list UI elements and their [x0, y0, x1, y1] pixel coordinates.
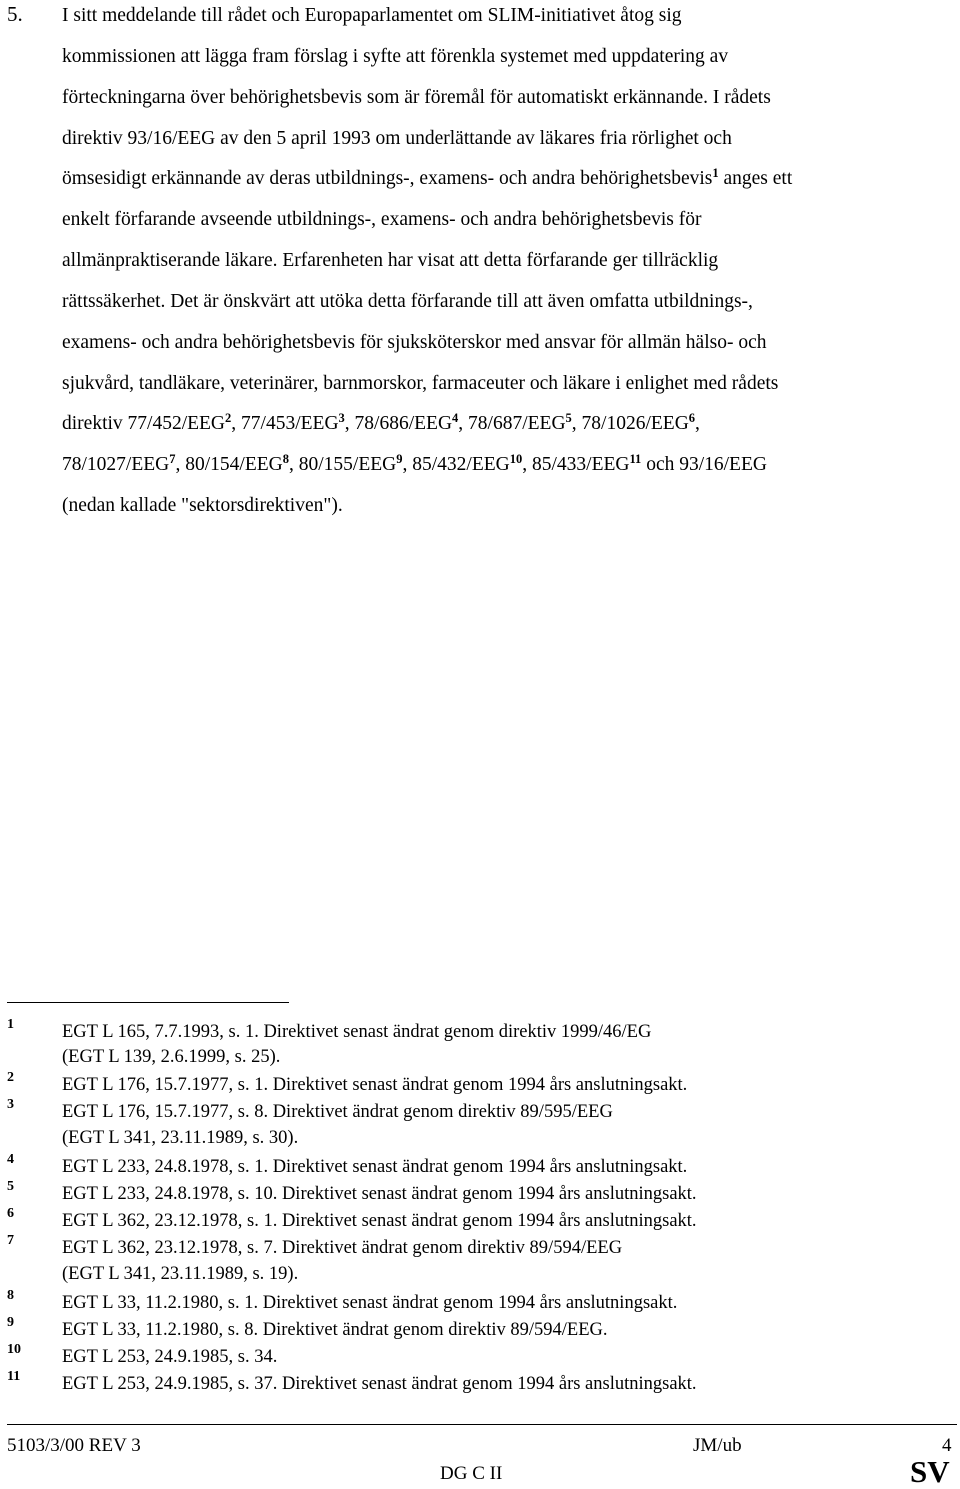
footer-language: SV: [910, 1454, 950, 1489]
text-segment: och 93/16/EEG: [641, 454, 767, 475]
text-segment: rättssäkerhet. Det är önskvärt att utöka detta förfarande till att även omfatta utbildnings-,: [62, 291, 753, 312]
footnote-reference: 2: [225, 411, 232, 425]
footnote-reference: 11: [629, 452, 642, 466]
text-segment: , 85/433/EEG: [522, 454, 630, 475]
paragraph-line: [62, 329, 767, 357]
text-segment: allmänpraktiserande läkare. Erfarenheten har visat att detta förfarande ger tillräcklig: [62, 250, 719, 271]
paragraph-line: [62, 492, 343, 520]
paragraph-line: [62, 451, 767, 479]
footer-doc-ref: 5103/3/00 REV 3: [7, 1435, 141, 1456]
paragraph-line: [62, 370, 778, 398]
footnote-text: EGT L 176, 15.7.1977, s. 8. Direktivet ändrat genom direktiv 89/595/EEG: [62, 1102, 613, 1122]
footnote-number: 7: [7, 1233, 14, 1248]
footnote-reference: 3: [338, 411, 345, 425]
text-segment: anges ett: [718, 168, 793, 189]
footnote-text: (EGT L 139, 2.6.1999, s. 25).: [62, 1047, 281, 1067]
paragraph-line: [62, 125, 732, 153]
text-segment: ,: [695, 413, 700, 434]
footnote-text: EGT L 33, 11.2.1980, s. 8. Direktivet ändrat genom direktiv 89/594/EEG.: [62, 1320, 608, 1340]
text-segment: , 78/1026/EEG: [571, 413, 689, 434]
text-segment: enkelt förfarande avseende utbildnings-, examens- och andra behörighetsbevis för: [62, 209, 702, 230]
footer-page-number: 4: [942, 1435, 952, 1456]
footnote-number: 5: [7, 1179, 14, 1194]
text-segment: I sitt meddelande till rådet och Europaparlamentet om SLIM-initiativet åtog sig: [62, 5, 682, 26]
footnote-number: 8: [7, 1288, 14, 1303]
footnote-text: EGT L 165, 7.7.1993, s. 1. Direktivet senast ändrat genom direktiv 1999/46/EG: [62, 1022, 652, 1042]
text-segment: sjukvård, tandläkare, veterinärer, barnmorskor, farmaceuter och läkare i enlighet med rådets: [62, 373, 779, 394]
footnote-text: EGT L 176, 15.7.1977, s. 1. Direktivet senast ändrat genom 1994 års anslutningsakt.: [62, 1075, 688, 1095]
footer-rule: [7, 1424, 957, 1425]
paragraph-line: [62, 288, 753, 316]
footnote-number: 11: [7, 1369, 21, 1384]
text-segment: , 78/686/EEG: [344, 413, 453, 434]
footnote-reference: 9: [396, 452, 403, 466]
footnote-number: 1: [7, 1017, 14, 1032]
text-segment: förteckningarna över behörighetsbevis som är föremål för automatiskt erkännande. I rådets: [62, 87, 771, 108]
text-segment: , 80/155/EEG: [289, 454, 397, 475]
text-segment: , 80/154/EEG: [175, 454, 283, 475]
footnote-reference: 5: [565, 411, 572, 425]
footer-author: JM/ub: [693, 1435, 742, 1456]
text-segment: kommissionen att lägga fram förslag i syfte att förenkla systemet med uppdatering av: [62, 46, 729, 67]
footnote-text: EGT L 362, 23.12.1978, s. 7. Direktivet ändrat genom direktiv 89/594/EEG: [62, 1238, 623, 1258]
footnote-reference: 10: [509, 452, 523, 466]
footnote-text: EGT L 33, 11.2.1980, s. 1. Direktivet senast ändrat genom 1994 års anslutningsakt.: [62, 1293, 678, 1313]
footnote-number: 2: [7, 1070, 14, 1085]
footnote-reference: 1: [712, 166, 719, 180]
footnote-text: EGT L 253, 24.9.1985, s. 34.: [62, 1347, 278, 1367]
footnote-number: 3: [7, 1097, 14, 1112]
text-segment: 78/1027/EEG: [62, 454, 170, 475]
paragraph-line: [62, 247, 718, 275]
footnote-separator: [7, 1002, 289, 1003]
footnote-text: EGT L 362, 23.12.1978, s. 1. Direktivet senast ändrat genom 1994 års anslutningsakt.: [62, 1211, 697, 1231]
text-segment: (nedan kallade "sektorsdirektiven").: [62, 495, 343, 516]
paragraph-line: [62, 84, 771, 112]
paragraph-line: [62, 2, 682, 30]
footnote-reference: 8: [282, 452, 289, 466]
footnote-reference: 7: [169, 452, 176, 466]
paragraph-line: [62, 43, 728, 71]
footnote-number: 4: [7, 1152, 14, 1167]
footnote-number: 6: [7, 1206, 14, 1221]
text-segment: ömsesidigt erkännande av deras utbildnings-, examens- och andra behörighetsbevis: [62, 168, 713, 189]
footer-dg: DG C II: [440, 1463, 503, 1484]
footnote-reference: 4: [452, 411, 459, 425]
text-segment: direktiv 77/452/EEG: [62, 413, 226, 434]
footnote-reference: 6: [688, 411, 696, 425]
paragraph-number: 5.: [7, 2, 23, 26]
paragraph-line: [62, 206, 701, 234]
footnote-text: (EGT L 341, 23.11.1989, s. 30).: [62, 1128, 299, 1148]
footnote-text: EGT L 233, 24.8.1978, s. 1. Direktivet senast ändrat genom 1994 års anslutningsakt.: [62, 1157, 688, 1177]
footnote-text: EGT L 233, 24.8.1978, s. 10. Direktivet senast ändrat genom 1994 års anslutningsakt.: [62, 1184, 697, 1204]
text-segment: , 85/432/EEG: [402, 454, 510, 475]
text-segment: examens- och andra behörighetsbevis för sjuksköterskor med ansvar för allmän hälso- och: [62, 332, 767, 353]
paragraph-line: [62, 410, 700, 438]
paragraph-line: [62, 165, 792, 193]
text-segment: , 77/453/EEG: [231, 413, 339, 434]
footnote-number: 9: [7, 1315, 14, 1330]
footnote-number: 10: [7, 1342, 21, 1357]
footnote-text: (EGT L 341, 23.11.1989, s. 19).: [62, 1264, 299, 1284]
footnote-text: EGT L 253, 24.9.1985, s. 37. Direktivet senast ändrat genom 1994 års anslutningsakt.: [62, 1374, 697, 1394]
text-segment: direktiv 93/16/EEG av den 5 april 1993 om underlättande av läkares fria rörlighet och: [62, 128, 732, 149]
text-segment: , 78/687/EEG: [458, 413, 566, 434]
